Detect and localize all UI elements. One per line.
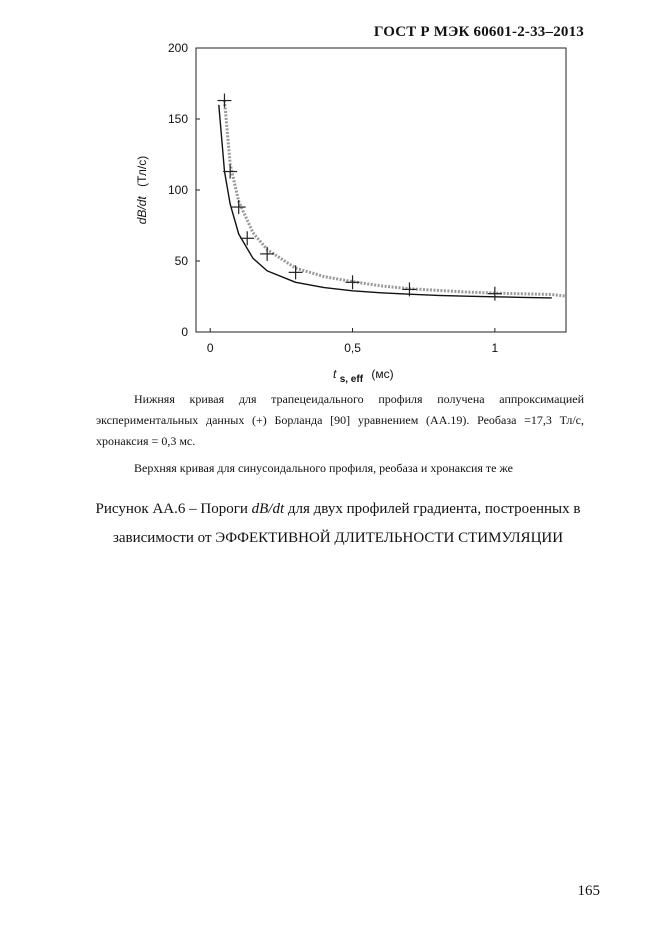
document-header: ГОСТ Р МЭК 60601-2-33–2013 (373, 24, 584, 40)
data-point-marker (488, 287, 502, 301)
page-number: 165 (577, 883, 600, 899)
series-line-trapezoidal (219, 105, 552, 298)
data-point-marker (260, 247, 274, 261)
y-axis-label-unit: (Тл/с) (135, 155, 149, 187)
x-axis-label-main: t (333, 367, 337, 381)
y-tick-label: 200 (167, 41, 188, 55)
y-tick-label: 50 (174, 254, 188, 268)
series-layer (219, 101, 566, 298)
figure-caption-suffix: для двух профилей градиента, построенных в зависимости от ЭФФЕКТИВНОЙ ДЛИТЕЛЬНОСТИ СТИМУЛЯЦИИ (112, 501, 581, 546)
x-axis-label-unit: (мс) (371, 367, 394, 381)
figure-caption-prefix: Рисунок АА.6 – Пороги (95, 501, 252, 517)
x-axis-label (333, 367, 394, 385)
data-point-marker (289, 265, 303, 279)
data-point-marker (240, 231, 254, 245)
data-point-marker (346, 275, 360, 289)
series-line-sinusoidal (225, 101, 567, 297)
x-tick-label: 1 (491, 341, 499, 355)
marker-layer (217, 94, 501, 301)
caption-trapezoidal: Нижняя кривая для трапецеидального профиля получена аппроксимацией экспериментальных данных (+) Борланда [90] уравнением (АА.19). Реобаза =17,3 Тл/с, хронаксия = 0,3 мс. (96, 392, 584, 448)
y-tick-label: 100 (167, 183, 188, 197)
x-tick-label: 0 (206, 341, 214, 355)
x-tick-label: 0,5 (344, 341, 361, 355)
figure-caption-italic: dB/dt (251, 501, 285, 517)
plot-frame (196, 48, 566, 332)
y-tick-label: 150 (167, 112, 188, 126)
x-axis-label-sub: s, eff (339, 374, 364, 385)
data-point-marker (217, 94, 231, 108)
y-axis-ticks (168, 41, 200, 339)
caption-sinusoidal: Верхняя кривая для синусоидального профиля, реобаза и хронаксия те же (134, 461, 513, 475)
threshold-chart (0, 0, 662, 400)
y-axis-label-main: dB/dt (135, 196, 149, 225)
figure-caption (80, 495, 596, 553)
y-axis-label (135, 156, 149, 225)
y-tick-label: 0 (181, 325, 188, 339)
